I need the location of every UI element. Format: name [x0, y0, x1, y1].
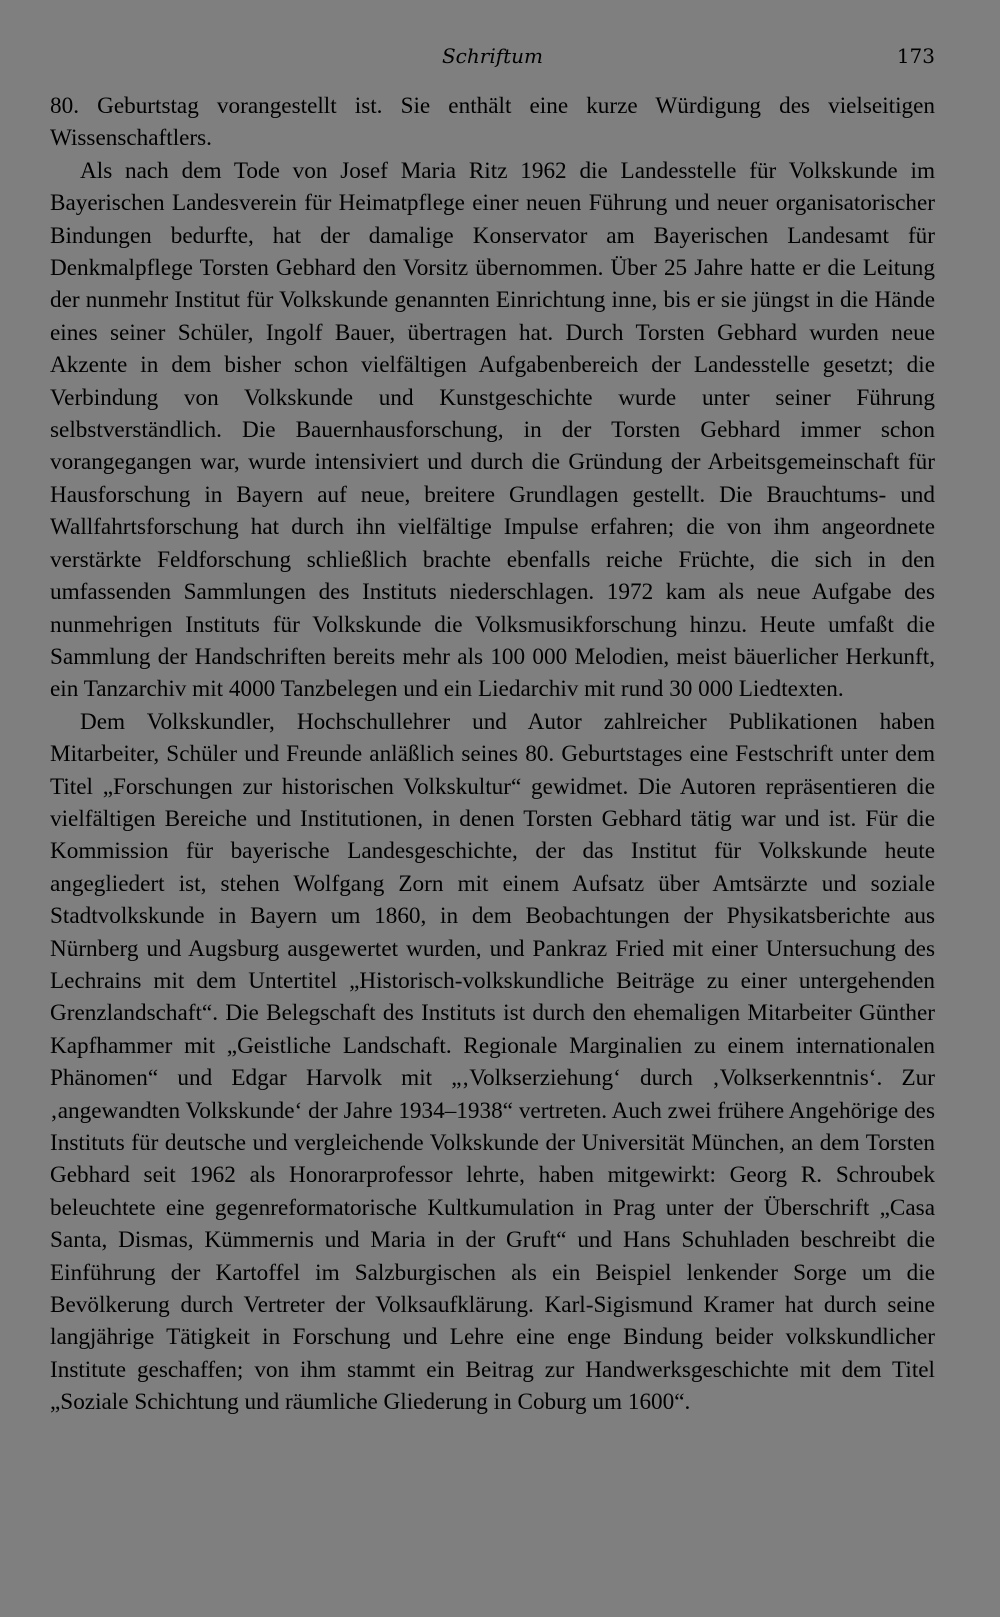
paragraph-institute-history: Als nach dem Tode von Josef Maria Ritz 1962 die Landesstelle für Volkskunde im Bayerischen Landesverein für Heimatpflege einer neuen Führung und neuer organisatorischer Bindungen bedurfte, hat der damalige Konservator am Bayerischen Landesamt für Denkmalpflege Torsten Gebhard den Vorsitz übernommen. Über 25 Jahre hatte er die Leitung der nunmehr Institut für Volkskunde genannten Einrichtung inne, bis er sie jüngst in die Hände eines seiner Schüler, Ingolf Bauer, übertragen hat. Durch Torsten Gebhard wurden neue Akzente in dem bisher schon vielfältigen Aufgabenbereich der Landesstelle gesetzt; die Verbindung von Volkskunde und Kunstgeschichte wurde unter seiner Führung selbstverständlich. Die Bauernhausforschung, in der Torsten Gebhard immer schon vorangegangen war, wurde intensiviert und durch die Gründung der Arbeitsgemeinschaft für Hausforschung in Bayern auf neue, breitere Grundlagen gestellt. Die Brauchtums- und Wallfahrtsforschung hat durch ihn vielfältige Impulse erfahren; die von ihm angeordnete verstärkte Feldforschung schließlich brachte ebenfalls reiche Früchte, die sich in den umfassenden Sammlungen des Instituts niederschlagen. 1972 kam als neue Aufgabe des nunmehrigen Instituts für Volkskunde die Volksmusikforschung hinzu. Heute umfaßt die Sammlung der Handschriften bereits mehr als 100 000 Melodien, meist bäuerlicher Herkunft, ein Tanzarchiv mit 4000 Tanzbelegen und ein Liedarchiv mit rund 30 000 Liedtexten. — [50, 157, 935, 703]
running-head — [50, 40, 935, 74]
page-number: 173 — [896, 44, 935, 68]
body-text — [50, 90, 935, 1419]
paragraph-continuation: 80. Geburtstag vorangestellt ist. Sie enthält eine kurze Würdigung des vielseitigen Wissenschaftlers. — [50, 93, 935, 152]
paragraph-festschrift: Dem Volkskundler, Hochschullehrer und Autor zahlreicher Publikationen haben Mitarbeiter, Schüler und Freunde anläßlich seines 80. Geburtstages eine Festschrift unter dem Titel „Forschungen zur historischen Volkskultur“ gewidmet. Die Autoren repräsentieren die vielfältigen Bereiche und Institutionen, in denen Torsten Gebhard tätig war und ist. Für die Kommission für bayerische Landesgeschichte, der das Institut für Volkskunde heute angegliedert ist, stehen Wolfgang Zorn mit einem Aufsatz über Amtsärzte und soziale Stadtvolkskunde in Bayern um 1860, in dem Beobachtungen der Physikatsberichte aus Nürnberg und Augsburg ausgewertet wurden, und Pankraz Fried mit einer Untersuchung des Lechrains mit dem Untertitel „Historisch-volkskundliche Beiträge zu einer untergehenden Grenzlandschaft“. Die Belegschaft des Instituts ist durch den ehemaligen Mitarbeiter Günther Kapfhammer mit „Geistliche Landschaft. Regionale Marginalien zu einem internationalen Phänomen“ und Edgar Harvolk mit „‚Volkserziehung‘ durch ‚Volkserkenntnis‘. Zur ‚angewandten Volkskunde‘ der Jahre 1934–1938“ vertreten. Auch zwei frühere Angehörige des Instituts für deutsche und vergleichende Volkskunde der Universität München, an dem Torsten Gebhard seit 1962 als Honorarprofessor lehrte, haben mitgewirkt: Georg R. Schroubek beleuchtete eine gegenreformatorische Kultkumulation in Prag unter der Überschrift „Casa Santa, Dismas, Kümmernis und Maria in der Gruft“ und Hans Schuhladen beschreibt die Einführung der Kartoffel im Salzburgischen als ein Beispiel lenkender Sorge um die Bevölkerung durch Vertreter der Volksaufklärung. Karl-Sigismund Kramer hat durch seine langjährige Tätigkeit in Forschung und Lehre eine enge Bindung beider volkskundlicher Institute geschaffen; von ihm stammt ein Beitrag zur Handwerksgeschichte mit dem Titel „Soziale Schichtung und räumliche Gliederung in Coburg um 1600“. — [50, 708, 935, 1416]
running-title: Schriftum — [441, 44, 544, 68]
